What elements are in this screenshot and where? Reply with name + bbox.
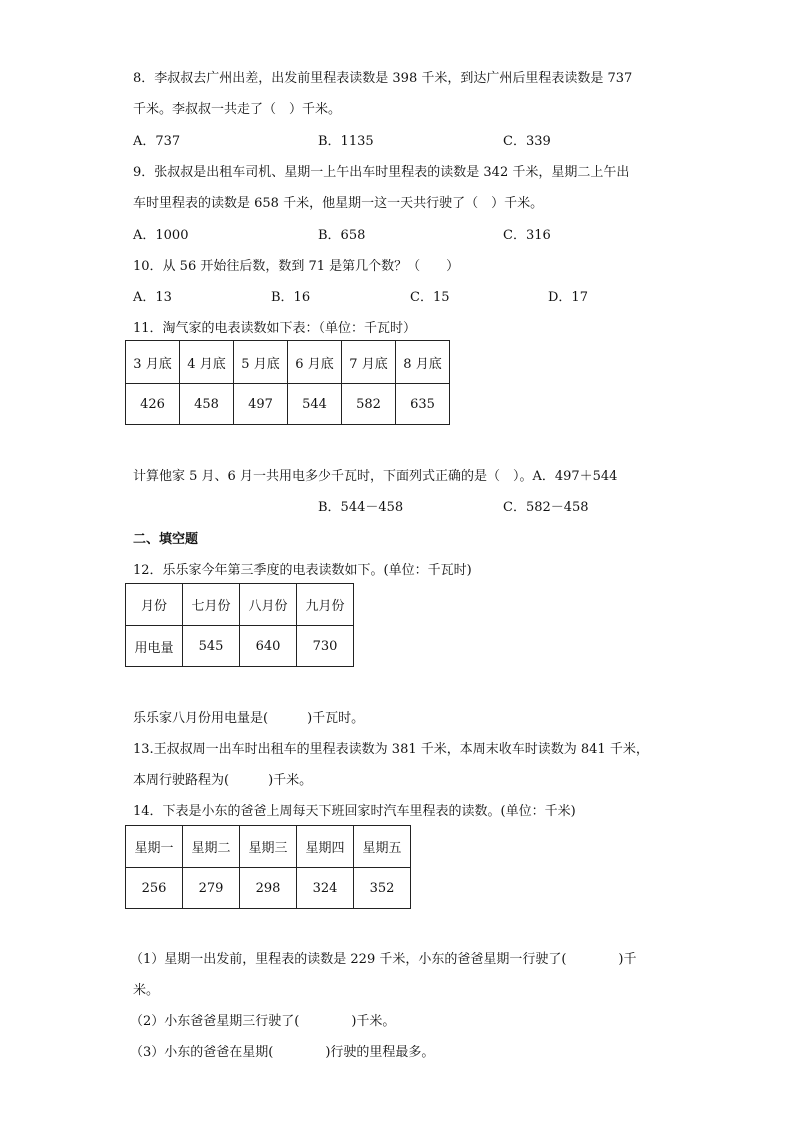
q11-value: 426 xyxy=(126,384,180,425)
q12-header: 八月份 xyxy=(240,584,297,626)
q14-sub1-line1: （1）星期一出发前，里程表的读数是 229 千米，小东的爸爸星期一行驶了( )千 xyxy=(130,952,637,967)
q14-value: 352 xyxy=(354,868,411,909)
q12-header: 七月份 xyxy=(183,584,240,626)
q12-cell: 用电量 xyxy=(126,626,183,667)
q14-header: 星期一 xyxy=(126,826,183,868)
q10-option-d[interactable]: D．17 xyxy=(548,290,588,305)
q11-header: 7 月底 xyxy=(342,341,396,384)
q9-line1: 9．张叔叔是出租车司机、星期一上午出车时里程表的读数是 342 千米，星期二上午出 xyxy=(133,165,630,180)
q12-header: 九月份 xyxy=(297,584,354,626)
q12-table xyxy=(125,583,354,667)
q11-value: 582 xyxy=(342,384,396,425)
q11-value: 544 xyxy=(288,384,342,425)
q12-cell: 640 xyxy=(240,626,297,667)
q13-line2: 本周行驶路程为( )千米。 xyxy=(133,773,313,788)
q14-header: 星期五 xyxy=(354,826,411,868)
q11-value: 458 xyxy=(180,384,234,425)
q11-value: 497 xyxy=(234,384,288,425)
q12-cell: 545 xyxy=(183,626,240,667)
q11-option-b[interactable]: B．544－458 xyxy=(318,500,404,515)
q14-value: 256 xyxy=(126,868,183,909)
q12-cell: 730 xyxy=(297,626,354,667)
q11-header: 6 月底 xyxy=(288,341,342,384)
q14-sub3: （3）小东的爸爸在星期( )行驶的里程最多。 xyxy=(130,1045,435,1060)
q14-value: 298 xyxy=(240,868,297,909)
q10-line1: 10．从 56 开始往后数，数到 71 是第几个数？（ ） xyxy=(133,259,460,274)
q9-option-b[interactable]: B．658 xyxy=(318,228,366,243)
q12-question: 乐乐家八月份用电量是( )千瓦时。 xyxy=(133,711,365,726)
q12-line1: 12．乐乐家今年第三季度的电表读数如下。(单位：千瓦时) xyxy=(133,563,472,578)
q10-option-a[interactable]: A．13 xyxy=(133,290,172,305)
q9-line2: 车时里程表的读数是 658 千米，他星期一这一天共行驶了（ ）千米。 xyxy=(133,196,544,211)
q14-header: 星期三 xyxy=(240,826,297,868)
q14-table xyxy=(125,825,411,909)
q11-header: 3 月底 xyxy=(126,341,180,384)
q14-sub2: （2）小东爸爸星期三行驶了( )千米。 xyxy=(130,1014,396,1029)
q8-line1: 8．李叔叔去广州出差，出发前里程表读数是 398 千米，到达广州后里程表读数是 737 xyxy=(133,71,633,86)
q9-option-c[interactable]: C．316 xyxy=(503,228,551,243)
q11-option-c[interactable]: C．582－458 xyxy=(503,500,589,515)
q14-value: 324 xyxy=(297,868,354,909)
q11-header: 4 月底 xyxy=(180,341,234,384)
q14-header: 星期四 xyxy=(297,826,354,868)
q14-line1: 14．下表是小东的爸爸上周每天下班回家时汽车里程表的读数。(单位：千米) xyxy=(133,804,576,819)
q11-question: 计算他家 5 月、6 月一共用电多少千瓦时，下面列式正确的是（ ）。A．497＋544 xyxy=(133,469,618,484)
q8-line2: 千米。李叔叔一共走了（ ）千米。 xyxy=(133,102,342,117)
q11-header: 8 月底 xyxy=(396,341,450,384)
q10-option-b[interactable]: B．16 xyxy=(271,290,311,305)
q8-option-c[interactable]: C．339 xyxy=(503,134,551,149)
q14-header: 星期二 xyxy=(183,826,240,868)
q11-header: 5 月底 xyxy=(234,341,288,384)
q8-option-a[interactable]: A．737 xyxy=(133,134,181,149)
q14-sub1-line2: 米。 xyxy=(133,983,160,998)
q14-value: 279 xyxy=(183,868,240,909)
q8-option-b[interactable]: B．1135 xyxy=(318,134,374,149)
q11-line1: 11．淘气家的电表读数如下表：（单位：千瓦时） xyxy=(133,321,417,336)
q9-option-a[interactable]: A．1000 xyxy=(133,228,189,243)
q11-table xyxy=(125,340,450,425)
q11-value: 635 xyxy=(396,384,450,425)
q10-option-c[interactable]: C．15 xyxy=(410,290,450,305)
q13-line1: 13.王叔叔周一出车时出租车的里程表读数为 381 千米，本周末收车时读数为 841 千米， xyxy=(133,742,649,757)
section-title: 二、填空题 xyxy=(133,532,199,547)
q12-header: 月份 xyxy=(126,584,183,626)
